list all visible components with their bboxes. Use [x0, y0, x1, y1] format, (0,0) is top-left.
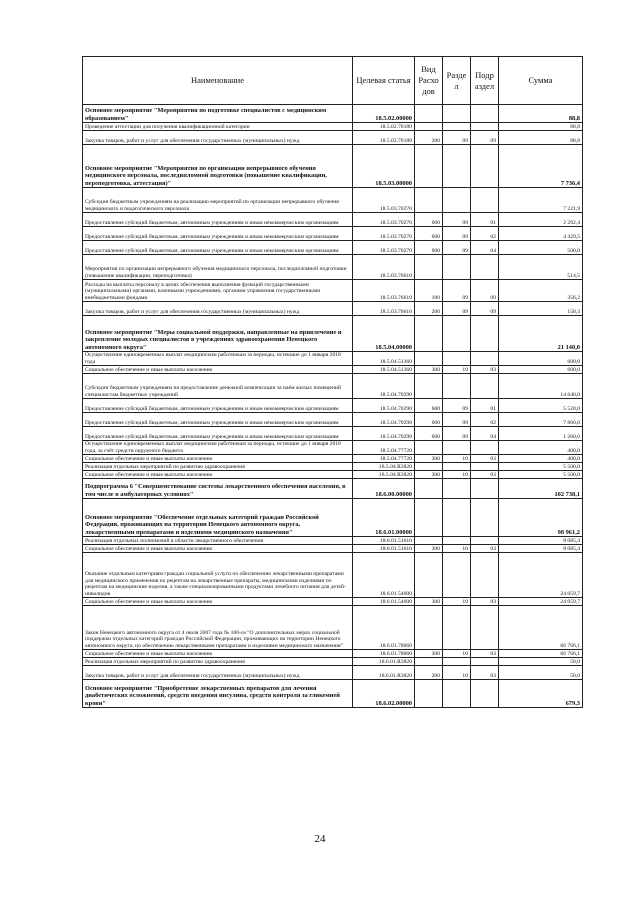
cell-sum: 600,0: [499, 352, 583, 366]
cell-subsection: [471, 658, 499, 666]
cell-section: [443, 255, 471, 280]
cell-type: [415, 316, 443, 352]
cell-section: [443, 374, 471, 399]
cell-section: 09: [443, 413, 471, 427]
cell-article: 18.5.04.R3820: [353, 471, 415, 479]
cell-subsection: [471, 499, 499, 537]
cell-article: 18.6.01.54600: [353, 598, 415, 606]
cell-subsection: 04: [471, 241, 499, 255]
cell-name: Основное мероприятие "Меры социальной поддержки, направленные на привлечение и закрепление молодых специалистов в учреждениях здравоохранения Ненецкого автономного округа": [83, 316, 353, 352]
cell-sum: 400,0: [499, 455, 583, 463]
cell-sum: 158,3: [499, 302, 583, 316]
cell-article: 18.5.04.R3820: [353, 463, 415, 471]
table-row: [83, 441, 583, 455]
cell-sum: 7 736,4: [499, 145, 583, 188]
cell-name: Реализация отдельных полномочий в области лекарственного обеспечения: [83, 537, 353, 545]
cell-section: [443, 352, 471, 366]
cell-name: Предоставление субсидий бюджетным, автономным учреждениям и иным некоммерческим организациям: [83, 213, 353, 227]
cell-type: [415, 537, 443, 545]
cell-sum: 21 140,0: [499, 316, 583, 352]
cell-subsection: 02: [471, 413, 499, 427]
cell-section: [443, 680, 471, 708]
cell-article: 18.5.02.76180: [353, 131, 415, 145]
cell-sum: 356,2: [499, 280, 583, 302]
table-row: [83, 280, 583, 302]
table-body: [83, 105, 583, 708]
table-row: [83, 658, 583, 666]
table-row: [83, 241, 583, 255]
cell-sum: 14 640,0: [499, 374, 583, 399]
cell-type: [415, 145, 443, 188]
cell-subsection: 09: [471, 280, 499, 302]
cell-article: 18.5.03.70270: [353, 227, 415, 241]
cell-section: [443, 441, 471, 455]
cell-article: 18.5.02.76180: [353, 123, 415, 131]
table-row: [83, 471, 583, 479]
table-row: [83, 455, 583, 463]
table-row: [83, 374, 583, 399]
cell-article: 18.5.04.77720: [353, 441, 415, 455]
cell-type: [415, 606, 443, 650]
cell-name: Осуществление единовременных выплат медицинским работникам за периоды, истекшие до 1 января 2018 года, за счёт средств окружного бюджета: [83, 441, 353, 455]
cell-name: Реализация отдельных мероприятий по развитию здравоохранения: [83, 463, 353, 471]
table-row: [83, 399, 583, 413]
cell-type: 200: [415, 666, 443, 680]
cell-section: [443, 463, 471, 471]
cell-article: 18.6.01.78060: [353, 606, 415, 650]
table-row: [83, 680, 583, 708]
cell-sum: 24 059,7: [499, 598, 583, 606]
table-row: [83, 123, 583, 131]
cell-type: 600: [415, 213, 443, 227]
table-row: [83, 413, 583, 427]
cell-subsection: 04: [471, 427, 499, 441]
cell-sum: 50,0: [499, 658, 583, 666]
cell-section: 09: [443, 241, 471, 255]
cell-article: 18.5.03.76610: [353, 255, 415, 280]
table-header-row: [83, 57, 583, 105]
cell-subsection: [471, 606, 499, 650]
cell-subsection: 09: [471, 131, 499, 145]
cell-sum: 2 292,4: [499, 213, 583, 227]
cell-subsection: [471, 374, 499, 399]
cell-name: Основное мероприятие "Мероприятия по организации непрерывного обучения медицинского персонала, последипломной подготовки (повышение квалификации, переподготовка, аттестация)": [83, 145, 353, 188]
cell-section: 09: [443, 427, 471, 441]
table-row: [83, 427, 583, 441]
cell-subsection: 01: [471, 399, 499, 413]
cell-subsection: [471, 188, 499, 213]
cell-sum: 8 085,4: [499, 537, 583, 545]
table-row: [83, 255, 583, 280]
cell-type: [415, 658, 443, 666]
cell-sum: 66 766,1: [499, 650, 583, 658]
cell-article: 18.6.01.51610: [353, 537, 415, 545]
header-name: Наименование: [83, 57, 353, 105]
cell-type: [415, 680, 443, 708]
cell-name: Социальное обеспечение и иные выплаты населению: [83, 471, 353, 479]
cell-section: [443, 479, 471, 499]
cell-sum: 7 221,9: [499, 188, 583, 213]
cell-section: [443, 123, 471, 131]
header-article: Целевая статья: [353, 57, 415, 105]
cell-type: [415, 463, 443, 471]
cell-sum: 88,8: [499, 131, 583, 145]
cell-sum: 102 738,1: [499, 479, 583, 499]
cell-name: Мероприятия по организации непрерывного обучения медицинского персонала, последипломной подготовки (повышение квалификации, переподготовка): [83, 255, 353, 280]
cell-name: Социальное обеспечение и иные выплаты населению: [83, 598, 353, 606]
cell-type: [415, 105, 443, 123]
cell-article: 18.5.03.00000: [353, 145, 415, 188]
table-row: [83, 131, 583, 145]
cell-name: Субсидии бюджетным учреждениям на реализацию мероприятий по организации непрерывного обучения медицинского и педагогического персонала: [83, 188, 353, 213]
cell-sum: 600,0: [499, 366, 583, 374]
cell-article: 18.6.02.00000: [353, 680, 415, 708]
table-row: [83, 316, 583, 352]
cell-type: [415, 553, 443, 598]
cell-subsection: 03: [471, 666, 499, 680]
cell-article: 18.6.01.51610: [353, 545, 415, 553]
cell-name: Закон Ненецкого автономного округа от 4 июля 2007 года № 100-оз "О дополнительных мерах социальной поддержки отдельных категорий граждан Российской Федерации, проживающих на территории Ненецкого автономного округа, по обеспечению лекарственными препаратами и изделиями медицинского назначения": [83, 606, 353, 650]
cell-section: 10: [443, 366, 471, 374]
cell-type: 300: [415, 598, 443, 606]
cell-name: Предоставление субсидий бюджетным, автономным учреждениям и иным некоммерческим организациям: [83, 227, 353, 241]
cell-article: 18.5.03.70270: [353, 188, 415, 213]
cell-article: 18.6.01.54600: [353, 553, 415, 598]
cell-subsection: 09: [471, 302, 499, 316]
cell-article: 18.5.04.00000: [353, 316, 415, 352]
table-row: [83, 463, 583, 471]
cell-article: 18.6.00.00000: [353, 479, 415, 499]
cell-type: 600: [415, 241, 443, 255]
cell-name: Закупка товаров, работ и услуг для обеспечения государственных (муниципальных) нужд: [83, 302, 353, 316]
cell-subsection: [471, 537, 499, 545]
table-row: [83, 213, 583, 227]
header-type: Вид Расхо дов: [415, 57, 443, 105]
cell-type: 300: [415, 471, 443, 479]
cell-sum: 1 260,0: [499, 427, 583, 441]
cell-section: 09: [443, 213, 471, 227]
cell-type: 300: [415, 650, 443, 658]
cell-name: Социальное обеспечение и иные выплаты населению: [83, 366, 353, 374]
table-row: [83, 598, 583, 606]
cell-sum: 8 085,4: [499, 545, 583, 553]
cell-name: Социальное обеспечение и иные выплаты населению: [83, 455, 353, 463]
cell-subsection: [471, 145, 499, 188]
cell-sum: 5 520,0: [499, 399, 583, 413]
cell-section: 10: [443, 598, 471, 606]
cell-section: 09: [443, 302, 471, 316]
table-row: [83, 352, 583, 366]
cell-section: [443, 316, 471, 352]
cell-section: [443, 553, 471, 598]
cell-type: [415, 255, 443, 280]
cell-section: 10: [443, 455, 471, 463]
cell-subsection: 03: [471, 598, 499, 606]
cell-subsection: [471, 553, 499, 598]
cell-type: [415, 374, 443, 399]
table-row: [83, 366, 583, 374]
page-number: 24: [314, 833, 326, 845]
table-row: [83, 105, 583, 123]
cell-section: [443, 658, 471, 666]
cell-type: 200: [415, 131, 443, 145]
table-row: [83, 227, 583, 241]
cell-sum: 4 429,5: [499, 227, 583, 241]
cell-type: 300: [415, 455, 443, 463]
cell-article: 18.5.03.76610: [353, 302, 415, 316]
table-row: [83, 606, 583, 650]
cell-subsection: 03: [471, 455, 499, 463]
cell-subsection: [471, 316, 499, 352]
cell-section: [443, 145, 471, 188]
cell-type: 300: [415, 545, 443, 553]
table-row: [83, 537, 583, 545]
cell-sum: 5 500,0: [499, 471, 583, 479]
cell-type: 100: [415, 280, 443, 302]
cell-subsection: [471, 352, 499, 366]
cell-article: 18.5.04.51360: [353, 352, 415, 366]
header-subsection: Подр аздел: [471, 57, 499, 105]
budget-table: [82, 56, 583, 708]
cell-subsection: [471, 680, 499, 708]
cell-article: 18.5.04.70290: [353, 427, 415, 441]
cell-type: [415, 441, 443, 455]
cell-type: 600: [415, 399, 443, 413]
cell-section: 10: [443, 471, 471, 479]
table-row: [83, 499, 583, 537]
cell-section: [443, 188, 471, 213]
cell-name: Проведение аттестации для получения квалификационной категории: [83, 123, 353, 131]
cell-section: [443, 537, 471, 545]
cell-type: [415, 123, 443, 131]
cell-name: Оказание отдельным категориям граждан социальной услуги по обеспечению лекарственными препаратами для медицинского применения по рецептам на лекарственные препараты, медицинскими изделиями по рецептам на медицинские изделия, а также специализированными продуктами лечебного питания для детей-инвалидов: [83, 553, 353, 598]
cell-subsection: 02: [471, 227, 499, 241]
cell-article: 18.6.01.R3820: [353, 666, 415, 680]
cell-article: 18.5.03.76610: [353, 280, 415, 302]
cell-section: [443, 105, 471, 123]
cell-name: Предоставление субсидий бюджетным, автономным учреждениям и иным некоммерческим организациям: [83, 413, 353, 427]
cell-name: Закупка товаров, работ и услуг для обеспечения государственных (муниципальных) нужд: [83, 131, 353, 145]
table-row: [83, 650, 583, 658]
cell-article: 18.5.04.70290: [353, 399, 415, 413]
cell-type: [415, 499, 443, 537]
table-row: [83, 145, 583, 188]
cell-sum: 400,0: [499, 441, 583, 455]
cell-sum: 66 766,1: [499, 606, 583, 650]
cell-subsection: 03: [471, 366, 499, 374]
header-sum: Сумма: [499, 57, 583, 105]
cell-type: [415, 479, 443, 499]
cell-name: Социальное обеспечение и иные выплаты населению: [83, 545, 353, 553]
cell-sum: 88,8: [499, 123, 583, 131]
cell-name: Основное мероприятие "Обеспечение отдельных категорий граждан Российской Федерации, проживающих на территории Ненецкого автономного округа, лекарственными препаратами и изделиями медицинского назначения": [83, 499, 353, 537]
cell-article: 18.5.04.70290: [353, 413, 415, 427]
document-page: [82, 56, 582, 708]
cell-subsection: [471, 441, 499, 455]
cell-article: 18.5.04.51360: [353, 366, 415, 374]
cell-article: 18.5.03.70270: [353, 213, 415, 227]
cell-name: Основное мероприятие "Мероприятия по подготовке специалистов с медицинским образованием": [83, 105, 353, 123]
cell-type: 600: [415, 427, 443, 441]
cell-article: 18.6.01.78060: [353, 650, 415, 658]
cell-name: Реализация отдельных мероприятий по развитию здравоохранения: [83, 658, 353, 666]
cell-name: Предоставление субсидий бюджетным, автономным учреждениям и иным некоммерческим организациям: [83, 399, 353, 413]
cell-type: 300: [415, 366, 443, 374]
cell-type: 600: [415, 227, 443, 241]
cell-section: 09: [443, 227, 471, 241]
cell-sum: 50,0: [499, 666, 583, 680]
cell-article: 18.5.04.70290: [353, 374, 415, 399]
cell-subsection: 03: [471, 545, 499, 553]
cell-section: 09: [443, 280, 471, 302]
cell-type: 600: [415, 413, 443, 427]
cell-section: [443, 606, 471, 650]
cell-section: 09: [443, 399, 471, 413]
cell-name: Субсидии бюджетным учреждениям на предоставление денежной компенсации за наём жилых помещений специалистам бюджетных учреждений: [83, 374, 353, 399]
cell-type: [415, 352, 443, 366]
cell-section: 10: [443, 545, 471, 553]
cell-subsection: 03: [471, 471, 499, 479]
cell-sum: 500,0: [499, 241, 583, 255]
cell-sum: 679,3: [499, 680, 583, 708]
cell-subsection: [471, 479, 499, 499]
cell-type: 200: [415, 302, 443, 316]
cell-article: 18.5.03.70270: [353, 241, 415, 255]
cell-sum: 24 059,7: [499, 553, 583, 598]
cell-subsection: [471, 255, 499, 280]
cell-sum: 88,8: [499, 105, 583, 123]
cell-sum: 7 860,0: [499, 413, 583, 427]
cell-name: Осуществление единовременных выплат медицинским работникам за периоды, истекшие до 1 января 2018 года: [83, 352, 353, 366]
cell-sum: 514,5: [499, 255, 583, 280]
cell-article: 18.6.01.R3820: [353, 658, 415, 666]
cell-subsection: [471, 463, 499, 471]
cell-name: Подпрограмма 6 "Совершенствование системы лекарственного обеспечения населения, в том числе в амбулаторных условиях": [83, 479, 353, 499]
cell-article: 18.5.02.00000: [353, 105, 415, 123]
cell-name: Предоставление субсидий бюджетным, автономным учреждениям и иным некоммерческим организациям: [83, 427, 353, 441]
cell-sum: 98 961,2: [499, 499, 583, 537]
cell-subsection: 01: [471, 213, 499, 227]
cell-name: Предоставление субсидий бюджетным, автономным учреждениям и иным некоммерческим организациям: [83, 241, 353, 255]
table-row: [83, 479, 583, 499]
cell-name: Расходы на выплаты персоналу в целях обеспечения выполнения функций государственными (муниципальными) органами, казенными учреждениями, органами управления государственными внебюджетными фондами: [83, 280, 353, 302]
cell-section: 09: [443, 131, 471, 145]
cell-section: 10: [443, 650, 471, 658]
cell-subsection: [471, 105, 499, 123]
cell-type: [415, 188, 443, 213]
cell-subsection: 03: [471, 650, 499, 658]
table-row: [83, 545, 583, 553]
cell-section: 10: [443, 666, 471, 680]
cell-subsection: [471, 123, 499, 131]
cell-article: 18.5.04.77720: [353, 455, 415, 463]
table-row: [83, 188, 583, 213]
table-row: [83, 553, 583, 598]
cell-name: Закупка товаров, работ и услуг для обеспечения государственных (муниципальных) нужд: [83, 666, 353, 680]
cell-article: 18.6.01.00000: [353, 499, 415, 537]
cell-name: Основное мероприятие "Приобретение лекарственных препаратов для лечения диабетических осложнений, средств введения инсулина, средств контроля за гликемией крови": [83, 680, 353, 708]
table-row: [83, 666, 583, 680]
table-row: [83, 302, 583, 316]
header-section: Разде л: [443, 57, 471, 105]
cell-name: Социальное обеспечение и иные выплаты населению: [83, 650, 353, 658]
cell-sum: 5 500,0: [499, 463, 583, 471]
cell-section: [443, 499, 471, 537]
